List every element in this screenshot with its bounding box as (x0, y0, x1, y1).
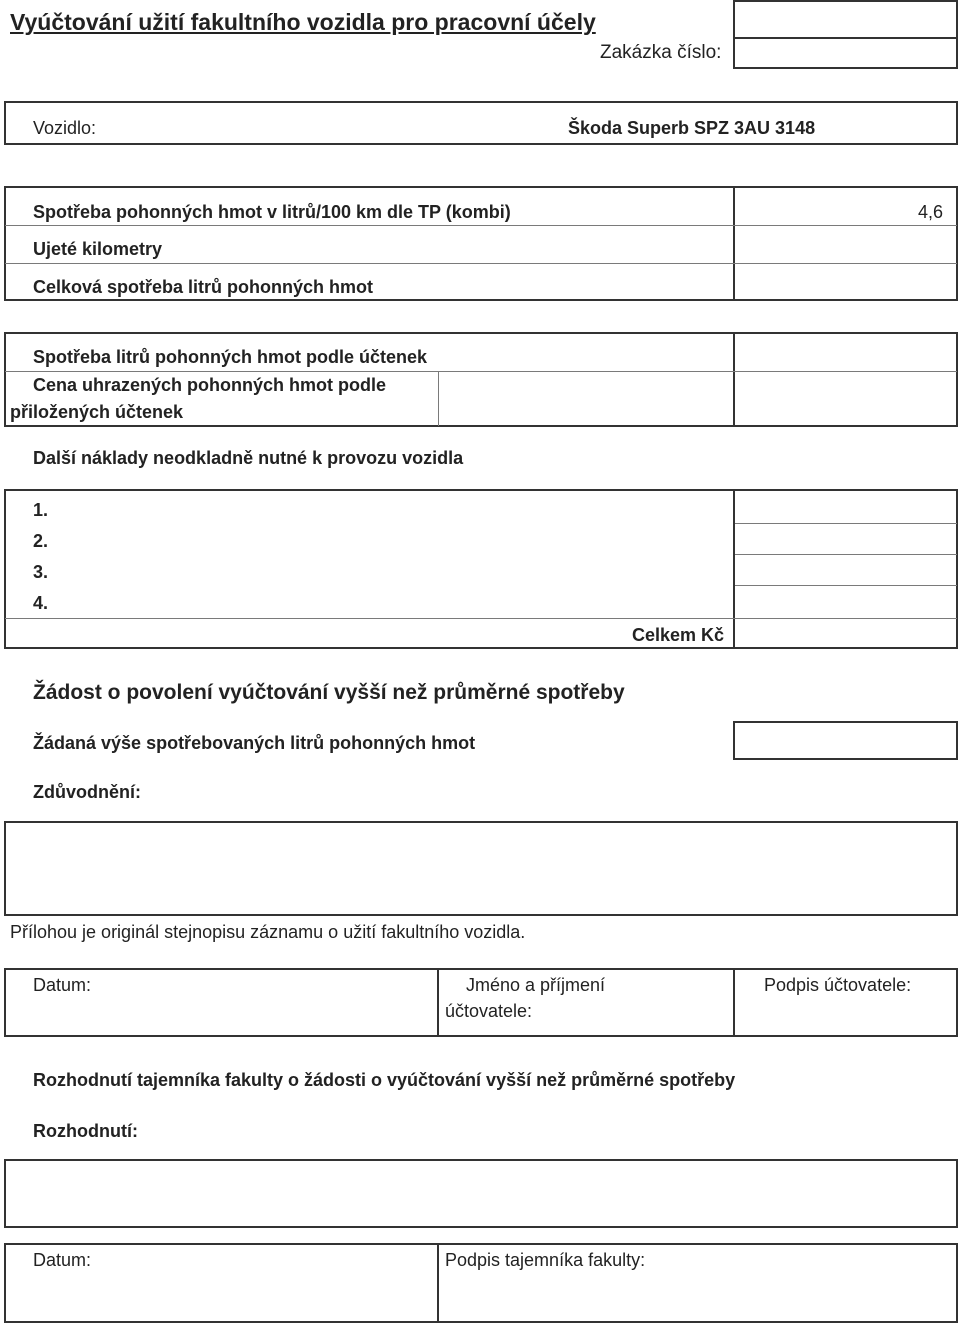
other-cost-field[interactable] (735, 524, 956, 553)
receipt-price-label-line2: přiložených účtenek (10, 402, 184, 422)
date-label: Datum: (33, 975, 92, 995)
norm-consumption-value: 4,6 (918, 202, 944, 222)
other-cost-item: 1. (33, 500, 49, 520)
km-label: Ujeté kilometry (33, 239, 163, 259)
norm-consumption-label: Spotřeba pohonných hmot v litrů/100 km dle TP (kombi) (33, 202, 511, 222)
other-costs-label: Další náklady neodkladně nutné k provozu vozidla (33, 448, 464, 468)
vehicle-label: Vozidlo: (33, 118, 97, 138)
other-cost-field[interactable] (735, 491, 956, 522)
receipts-row-line (5, 371, 957, 372)
consumption-row-line (5, 263, 957, 264)
other-cost-item: 3. (33, 562, 49, 582)
other-costs-row-line (5, 618, 957, 619)
form-title: Vyúčtování užití fakultního vozidla pro pracovní účely (10, 9, 596, 35)
other-cost-item: 2. (33, 531, 49, 551)
secretary-signature-label: Podpis tajemníka fakulty: (445, 1250, 646, 1270)
decision-field[interactable] (4, 1159, 958, 1228)
receipts-inner-divider (438, 371, 439, 426)
receipt-liters-field[interactable] (735, 334, 956, 370)
other-cost-item: 4. (33, 593, 49, 613)
justification-field[interactable] (4, 821, 958, 916)
other-costs-total-label: Celkem Kč (632, 625, 725, 645)
decision-date-label: Datum: (33, 1250, 92, 1270)
receipt-price-label-line1: Cena uhrazených pohonných hmot podle (33, 375, 387, 395)
decision-heading: Rozhodnutí tajemníka fakulty o žádosti o vyúčtování vyšší než průměrné spotřeby (33, 1070, 736, 1090)
other-cost-field[interactable] (735, 586, 956, 617)
total-consumption-field[interactable] (735, 265, 956, 299)
vehicle-value: Škoda Superb SPZ 3AU 3148 (568, 118, 816, 138)
order-number-field[interactable] (733, 0, 958, 69)
name-label-line2: účtovatele: (445, 1001, 533, 1021)
signature-label: Podpis účtovatele: (764, 975, 912, 995)
consumption-row-line (5, 225, 957, 226)
name-label-line1: Jméno a příjmení (466, 975, 606, 995)
order-number-divider (733, 37, 958, 39)
km-field[interactable] (735, 228, 956, 262)
total-consumption-label: Celková spotřeba litrů pohonných hmot (33, 277, 374, 297)
justification-label: Zdůvodnění: (33, 782, 141, 802)
request-heading: Žádost o povolení vyúčtování vyšší než průměrné spotřeby (33, 681, 625, 704)
requested-amount-label: Žádaná výše spotřebovaných litrů pohonných hmot (33, 733, 476, 753)
attachment-note: Přílohou je originál stejnopisu záznamu o užití fakultního vozidla. (10, 922, 526, 942)
other-cost-field[interactable] (735, 555, 956, 584)
order-number-label: Zakázka číslo: (600, 42, 722, 63)
decision-label: Rozhodnutí: (33, 1121, 138, 1141)
receipt-liters-label: Spotřeba litrů pohonných hmot podle účtenek (33, 347, 428, 367)
receipt-price-field[interactable] (735, 373, 956, 425)
other-costs-total-field[interactable] (735, 620, 956, 647)
requested-amount-field[interactable] (733, 721, 958, 760)
